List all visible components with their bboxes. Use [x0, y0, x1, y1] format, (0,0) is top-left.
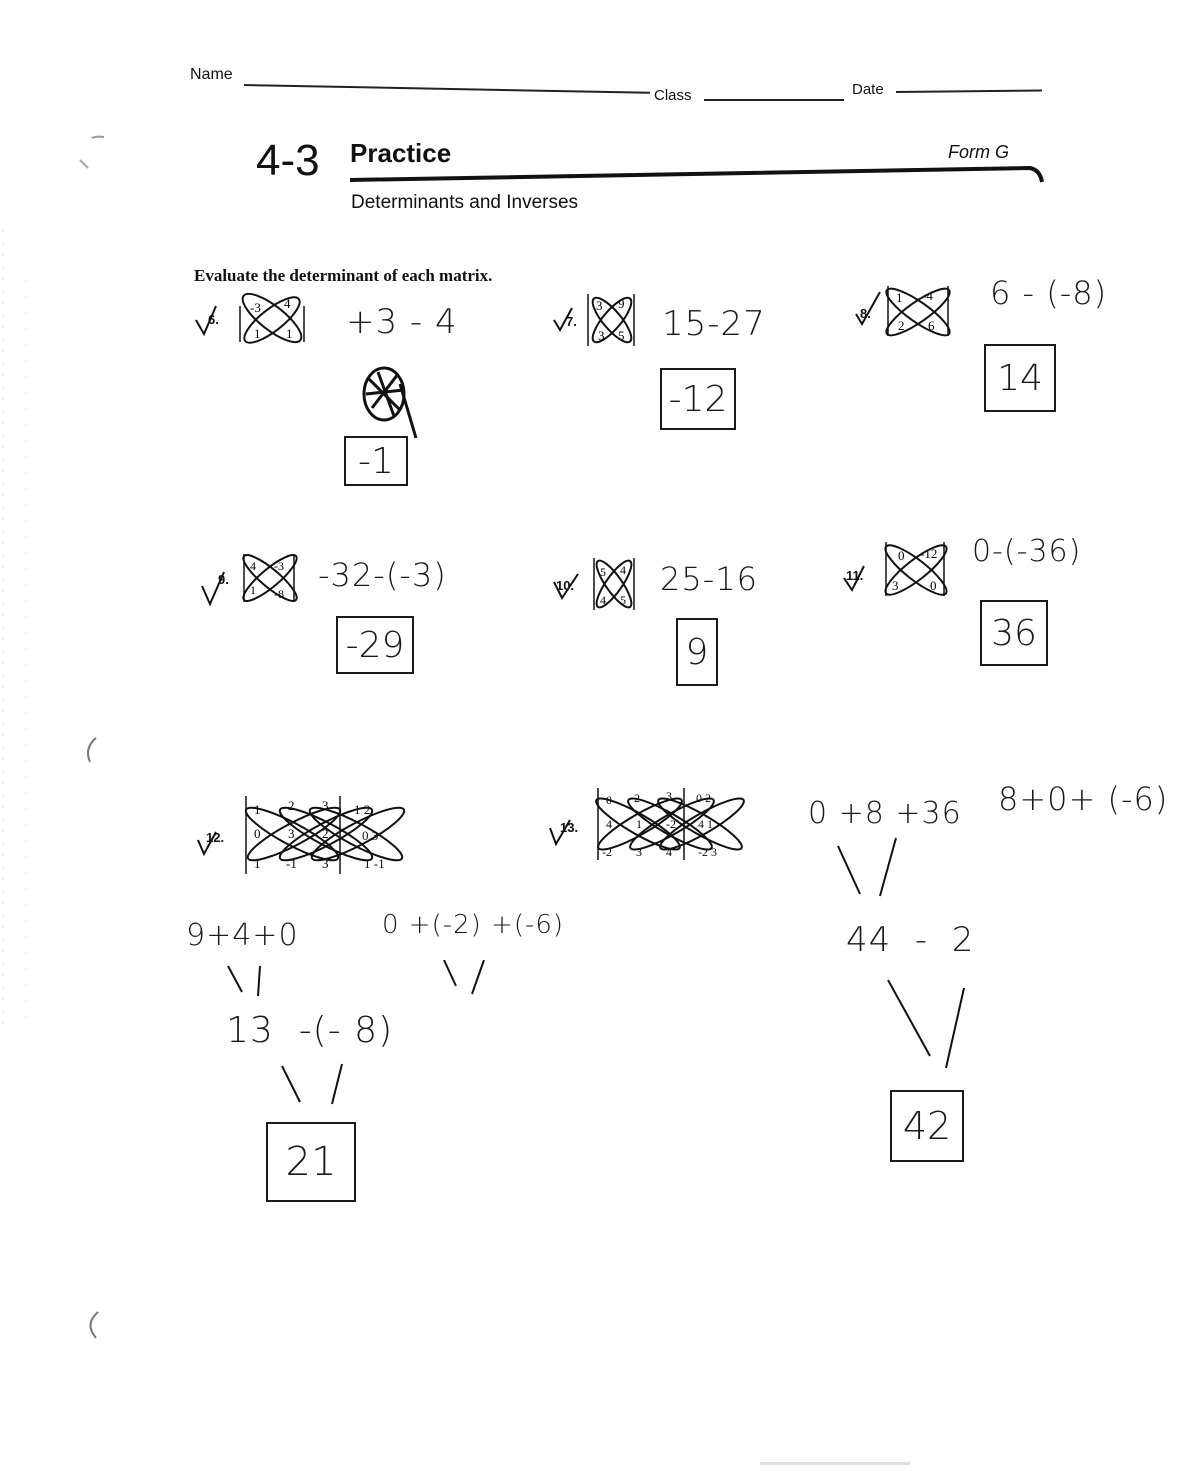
matrix-2x2	[584, 288, 640, 352]
matrix-entry: 4	[666, 845, 672, 859]
matrix-entry: 9	[618, 296, 625, 311]
matrix-2x2	[234, 548, 306, 608]
matrix-entry: 0	[606, 793, 612, 807]
matrix-entry: -8	[274, 587, 284, 601]
matrix-entry: 2	[288, 798, 295, 813]
matrix-entry: 1	[254, 856, 261, 871]
answer-box: 21	[266, 1122, 356, 1202]
matrix-entry: 3	[636, 845, 642, 859]
problem-label: 9.	[218, 572, 229, 587]
matrix-entry: 4	[250, 559, 256, 573]
problem-label: 6.	[208, 312, 219, 327]
svg-text:0 3: 0 3	[362, 828, 379, 843]
matrix-entry: 1	[636, 817, 642, 831]
name-label: Name	[190, 66, 233, 83]
matrix-entry: 1	[254, 802, 261, 817]
matrix-entry: 0	[898, 548, 905, 563]
answer-box: -12	[660, 368, 736, 430]
class-label: Class	[654, 87, 692, 104]
scribble-out-icon	[354, 364, 424, 440]
matrix-entry: 6	[928, 318, 935, 333]
work-step: 0-(-36)	[972, 534, 1082, 569]
svg-text:1 -1: 1 -1	[364, 856, 385, 871]
matrix-entry: 4	[600, 593, 606, 607]
matrix-2x2	[874, 534, 954, 602]
matrix-entry: -1	[286, 856, 297, 871]
problem-label: 8.	[860, 306, 871, 321]
matrix-entry: 3	[892, 578, 899, 593]
instructions: Evaluate the determinant of each matrix.	[194, 266, 493, 285]
matrix-entry: -2	[666, 817, 676, 831]
scan-noise	[760, 1462, 910, 1465]
date-label: Date	[852, 81, 884, 98]
matrix-entry: 5	[620, 593, 626, 607]
matrix-entry: 0	[930, 578, 937, 593]
work-sum-up: 0 +(-2) +(-6)	[382, 910, 565, 940]
matrix-entry: 1	[286, 326, 293, 341]
matrix-2x2	[878, 280, 958, 342]
matrix-entry: 4	[620, 563, 626, 577]
answer-box: 14	[984, 344, 1056, 412]
svg-text:4 1: 4 1	[698, 817, 713, 831]
class-field-line	[704, 99, 844, 101]
problem-label: 12.	[206, 830, 225, 845]
lesson-subtitle: Determinants and Inverses	[351, 192, 579, 213]
answer-box: 36	[980, 600, 1048, 666]
matrix-entry: -4	[922, 288, 933, 303]
answer-box: 42	[890, 1090, 964, 1162]
svg-text:0 2: 0 2	[696, 791, 711, 805]
matrix-entry: 2	[322, 826, 329, 841]
matrix-entry: 4	[284, 296, 291, 311]
matrix-entry: 3	[288, 826, 295, 841]
svg-text:1 2: 1 2	[354, 802, 371, 817]
matrix-entry: 2	[634, 791, 640, 805]
work-step: 6 - (-8)	[990, 274, 1108, 312]
svg-text:-2 3: -2 3	[698, 845, 717, 859]
matrix-3x3	[592, 778, 756, 866]
work-sum-down: 0 +8 +36	[808, 796, 962, 831]
lesson-number: 4-3	[256, 136, 320, 185]
checkmark-icon	[200, 568, 234, 610]
matrix-entry: 3	[596, 298, 603, 313]
lesson-title: Practice	[350, 138, 452, 168]
matrix-entry: -3	[274, 559, 284, 573]
name-field-line	[244, 84, 650, 94]
answer-box: -1	[344, 436, 408, 486]
work-sum-up: 8+0+ (-6)	[998, 780, 1169, 818]
matrix-entry: 2	[898, 318, 905, 333]
matrix-entry: 5	[618, 328, 625, 343]
work-step: 25-16	[660, 560, 758, 598]
form-label: Form G	[948, 142, 1009, 162]
matrix-entry: 1	[896, 290, 903, 305]
work-step: -32-(-3)	[318, 556, 447, 594]
matrix-entry: 3	[666, 789, 672, 803]
matrix-entry: 0	[254, 826, 261, 841]
matrix-entry: 1	[250, 583, 256, 597]
matrix-entry: 5	[600, 565, 606, 579]
matrix-entry: 3	[322, 798, 329, 813]
answer-box: -29	[336, 616, 414, 674]
problem-label: 10.	[556, 578, 575, 593]
matrix-entry: -2	[602, 845, 612, 859]
matrix-entry: -12	[920, 546, 938, 561]
matrix-entry: 3	[598, 328, 605, 343]
title-rule	[340, 160, 1050, 190]
problem-label: 7.	[566, 314, 577, 329]
matrix-3x3	[236, 784, 414, 880]
margin-marks	[0, 130, 130, 1370]
work-step: 15-27	[662, 304, 766, 344]
matrix-2x2	[590, 554, 640, 614]
problem-label: 11.	[846, 568, 864, 583]
matrix-2x2	[232, 282, 312, 346]
answer-box: 9	[676, 618, 718, 686]
work-step: 44 - 2	[846, 920, 975, 960]
problem-label: 13.	[560, 820, 579, 835]
matrix-entry: 3	[322, 856, 329, 871]
matrix-entry: 1	[254, 326, 261, 341]
matrix-entry: 4	[606, 817, 612, 831]
matrix-entry: -3	[250, 300, 261, 315]
work-step: 13 -(- 8)	[226, 1010, 394, 1051]
date-field-line	[896, 89, 1042, 93]
work-step: +3 - 4	[346, 302, 458, 342]
work-sum-down: 9+4+0	[186, 918, 299, 953]
